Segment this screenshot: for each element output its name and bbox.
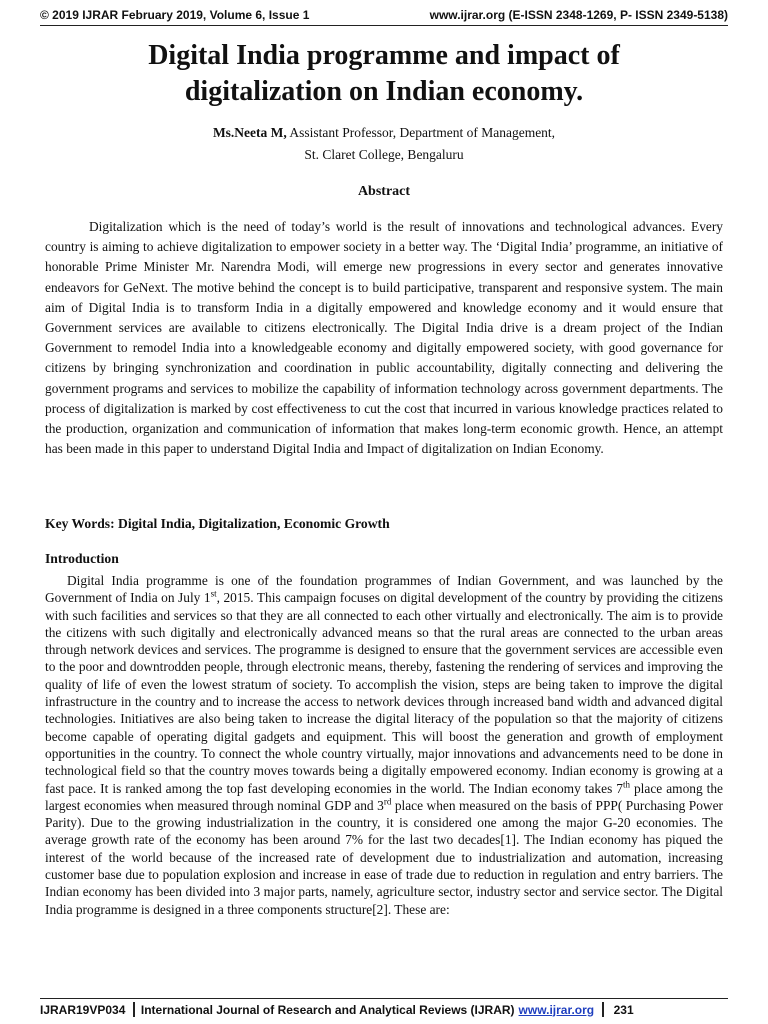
footer-website-link[interactable]: www.ijrar.org xyxy=(518,1002,595,1017)
page-number: 231 xyxy=(613,1002,634,1017)
title-line-2: digitalization on Indian economy. xyxy=(184,76,584,107)
title-line-1: Digital India programme and impact of xyxy=(148,40,620,71)
author-block xyxy=(40,122,728,166)
paper-title xyxy=(40,38,728,110)
footer-paper-id: IJRAR19VP034 xyxy=(40,1002,126,1017)
intro-part-1: Digital India programme is one of the foundation programmes of Indian Government, and was launched by the Government of India on July 1 xyxy=(45,573,723,606)
keywords: Key Words: Digital India, Digitalization, Economic Growth xyxy=(45,516,390,531)
author-name: Ms.Neeta M, xyxy=(212,125,287,140)
page-footer xyxy=(40,1002,728,1017)
author-affiliation: St. Claret College, Bengaluru xyxy=(304,147,464,162)
intro-part-2: , 2015. This campaign focuses on digital development of the country by providing the citizens with such facilities and services so that they are all connected to each other virtually and electronically. The aim is to provide the citizens with such digitally and electronically advanced means so that the rural areas are connected to the urban areas through network devices and services. The programme is designed to ensure that the government services are accessible even to the poor and downtrodden people, through electronic means, thereby, fastening the rendering of services and improving the quality of life of even the lowest stratum of society. To accomplish the vision, steps are being taken to improve the digital infrastructure in the country and to increase the access to network devices through increased band width and advanced digital technologies. Initiatives are also being taken to increase the digital literacy of the population so that the majority of citizens become capable of operating digital gadgets and equipment. This will boost the generation and growth of employment opportunities in the country. To connect the whole country virtually, major innovations and advancements need to be done in technological field so that the country moves towards being a digitally empowered economy. Indian economy is growing at a fast pace. It is ranked among the top fast developing economies in the world. The Indian economy takes 7 xyxy=(45,590,723,796)
footer-journal-name: International Journal of Research and Analytical Reviews (IJRAR) xyxy=(140,1002,515,1017)
intro-part-3: place among the largest economies when measured through nominal GDP and 3 xyxy=(45,780,723,813)
abstract-text: Digitalization which is the need of today’s world is the result of innovations and technological advances. Every country is aiming to achieve digitalization to empower society in a better way. The ‘Digital India’ programme, an initiative of honorable Prime Minister Mr. Narendra Modi, will emerge new progressions in every sector and generates innovative endeavors for GeNext. The motive behind the concept is to build participative, transparent and responsive system. The main aim of Digital India is to transform India in a digitally empowered and knowledge economy and it would ensure that Government services are available to citizens electronically. The Digital India drive is a dream project of the Indian Government to remodel India into a knowledgeable economy and digitally empowered society, with good governance for citizens by bringing synchronization and coordination in public accountability, digitally connecting and delivering the government programs and services to mobilize the capability of information technology across government departments. The process of digitalization is marked by cost effectiveness to cut the cost that incurred in various knowledge practices related to the production, organization and communication of information that makes long-term economic growth. Hence, an attempt has been made in this paper to understand Digital India and Impact of digitalization on Indian Economy. xyxy=(45,219,723,457)
author-line xyxy=(40,122,728,144)
introduction-heading: Introduction xyxy=(45,551,119,566)
header-divider xyxy=(40,25,728,26)
introduction-text xyxy=(45,572,723,918)
footer-separator xyxy=(602,1002,604,1017)
abstract-heading: Abstract xyxy=(357,184,411,199)
header-issue-info: © 2019 IJRAR February 2019, Volume 6, Issue 1 xyxy=(40,8,310,22)
intro-sup-1: st xyxy=(210,588,217,599)
footer-separator xyxy=(133,1002,135,1017)
page-header xyxy=(40,8,728,22)
intro-sup-3: rd xyxy=(383,796,392,807)
author-position: Assistant Professor, Department of Management, xyxy=(286,125,556,140)
footer-divider xyxy=(40,998,728,999)
intro-part-4: place when measured on the basis of PPP( Purchasing Power Parity). Due to the growing industrialization in the country, it is considered one among the major G-20 economies. The average growth rate of the economy has been around 7% for the last two decades[1]. The Indian economy has piqued the interest of the world because of the increased rate of development due to industrialization and automation, increasing customer base due to population explosion and increase in ease of trade due to reduction in regulation and entry barriers. The Indian economy has been divided into 3 major parts, namely, agriculture sector, industry sector and service sector. The Digital India programme is designed in a three components structure[2]. These are: xyxy=(45,797,724,917)
header-journal-info: www.ijrar.org (E-ISSN 2348-1269, P- ISSN 2349-5138) xyxy=(429,8,728,22)
intro-sup-2: th xyxy=(622,779,630,790)
